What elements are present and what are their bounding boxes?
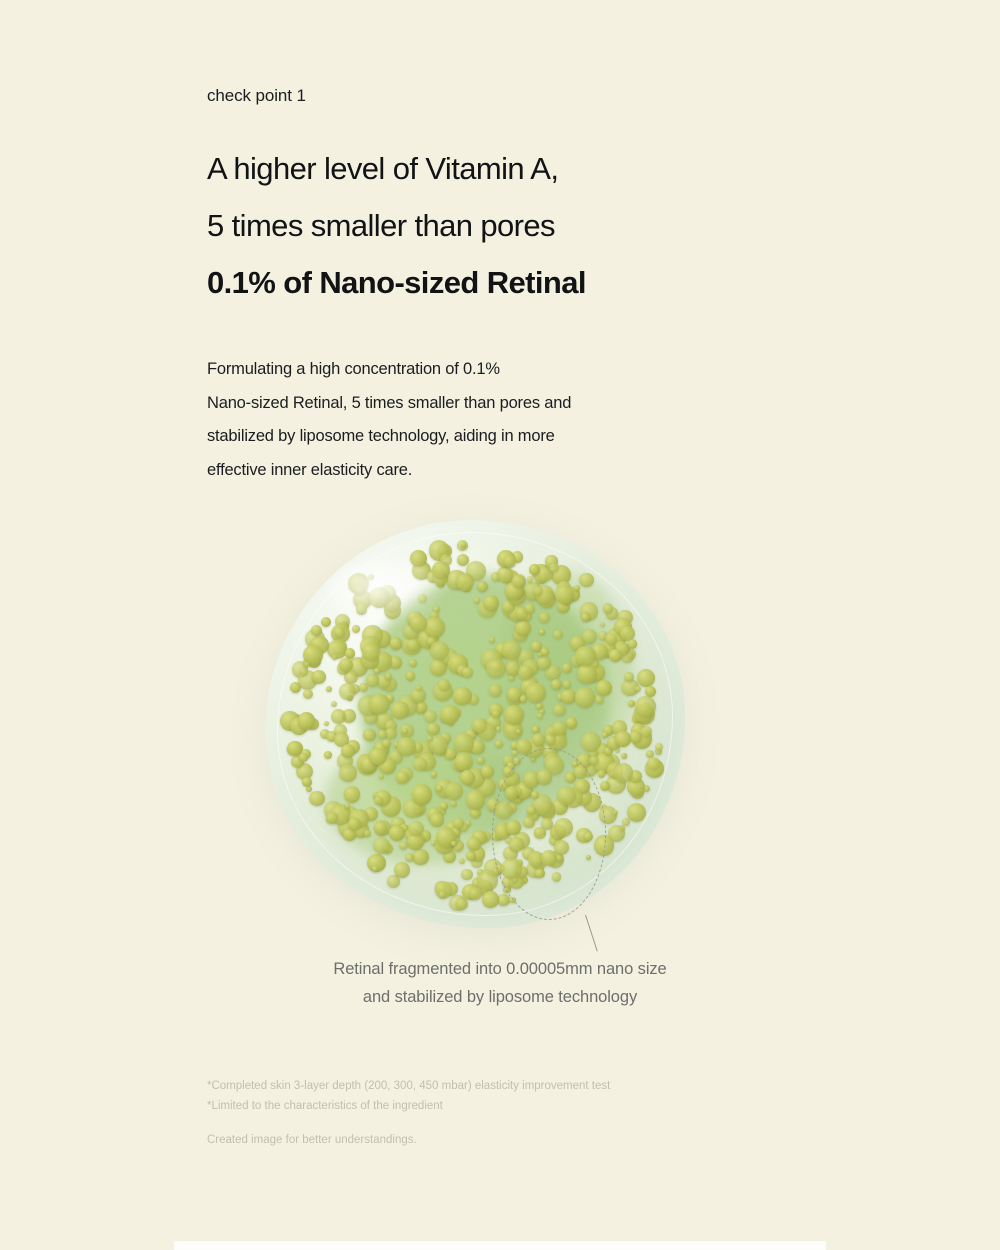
body-line-1: Formulating a high concentration of 0.1% [207, 360, 500, 378]
body-line-2: Nano-sized Retinal, 5 times smaller than pores and [207, 393, 572, 412]
body-line-4: effective inner elasticity care. [207, 460, 413, 479]
figure-caption [0, 955, 1000, 1011]
footnotes [207, 1076, 610, 1116]
figure-caption-line-1: Retinal fragmented into 0.00005mm nano size [333, 960, 667, 978]
footnote-line-1: *Completed skin 3-layer depth (200, 300, 450 mbar) elasticity improvement test [207, 1080, 611, 1092]
content-column [207, 0, 827, 487]
callout-circle-icon [492, 748, 606, 920]
page-title [207, 140, 827, 311]
body-paragraph [207, 353, 677, 487]
footnote-line-2: *Limited to the characteristics of the ingredient [207, 1100, 443, 1112]
vesicle-highlight [327, 558, 447, 628]
liposome-figure [240, 510, 710, 950]
vesicle-shell-icon [265, 520, 685, 928]
body-line-3: stabilized by liposome technology, aiding in more [207, 427, 555, 445]
bottom-edge-strip [174, 1241, 826, 1250]
headline-line-3: 0.1% of Nano-sized Retinal [207, 265, 586, 300]
image-credit-note: Created image for better understandings. [207, 1134, 417, 1146]
section-eyebrow: check point 1 [207, 86, 306, 105]
figure-caption-line-2: and stabilized by liposome technology [362, 988, 638, 1006]
headline-line-2: 5 times smaller than pores [207, 208, 555, 243]
headline-line-1: A higher level of Vitamin A, [207, 151, 559, 186]
retinal-particles [265, 520, 685, 928]
